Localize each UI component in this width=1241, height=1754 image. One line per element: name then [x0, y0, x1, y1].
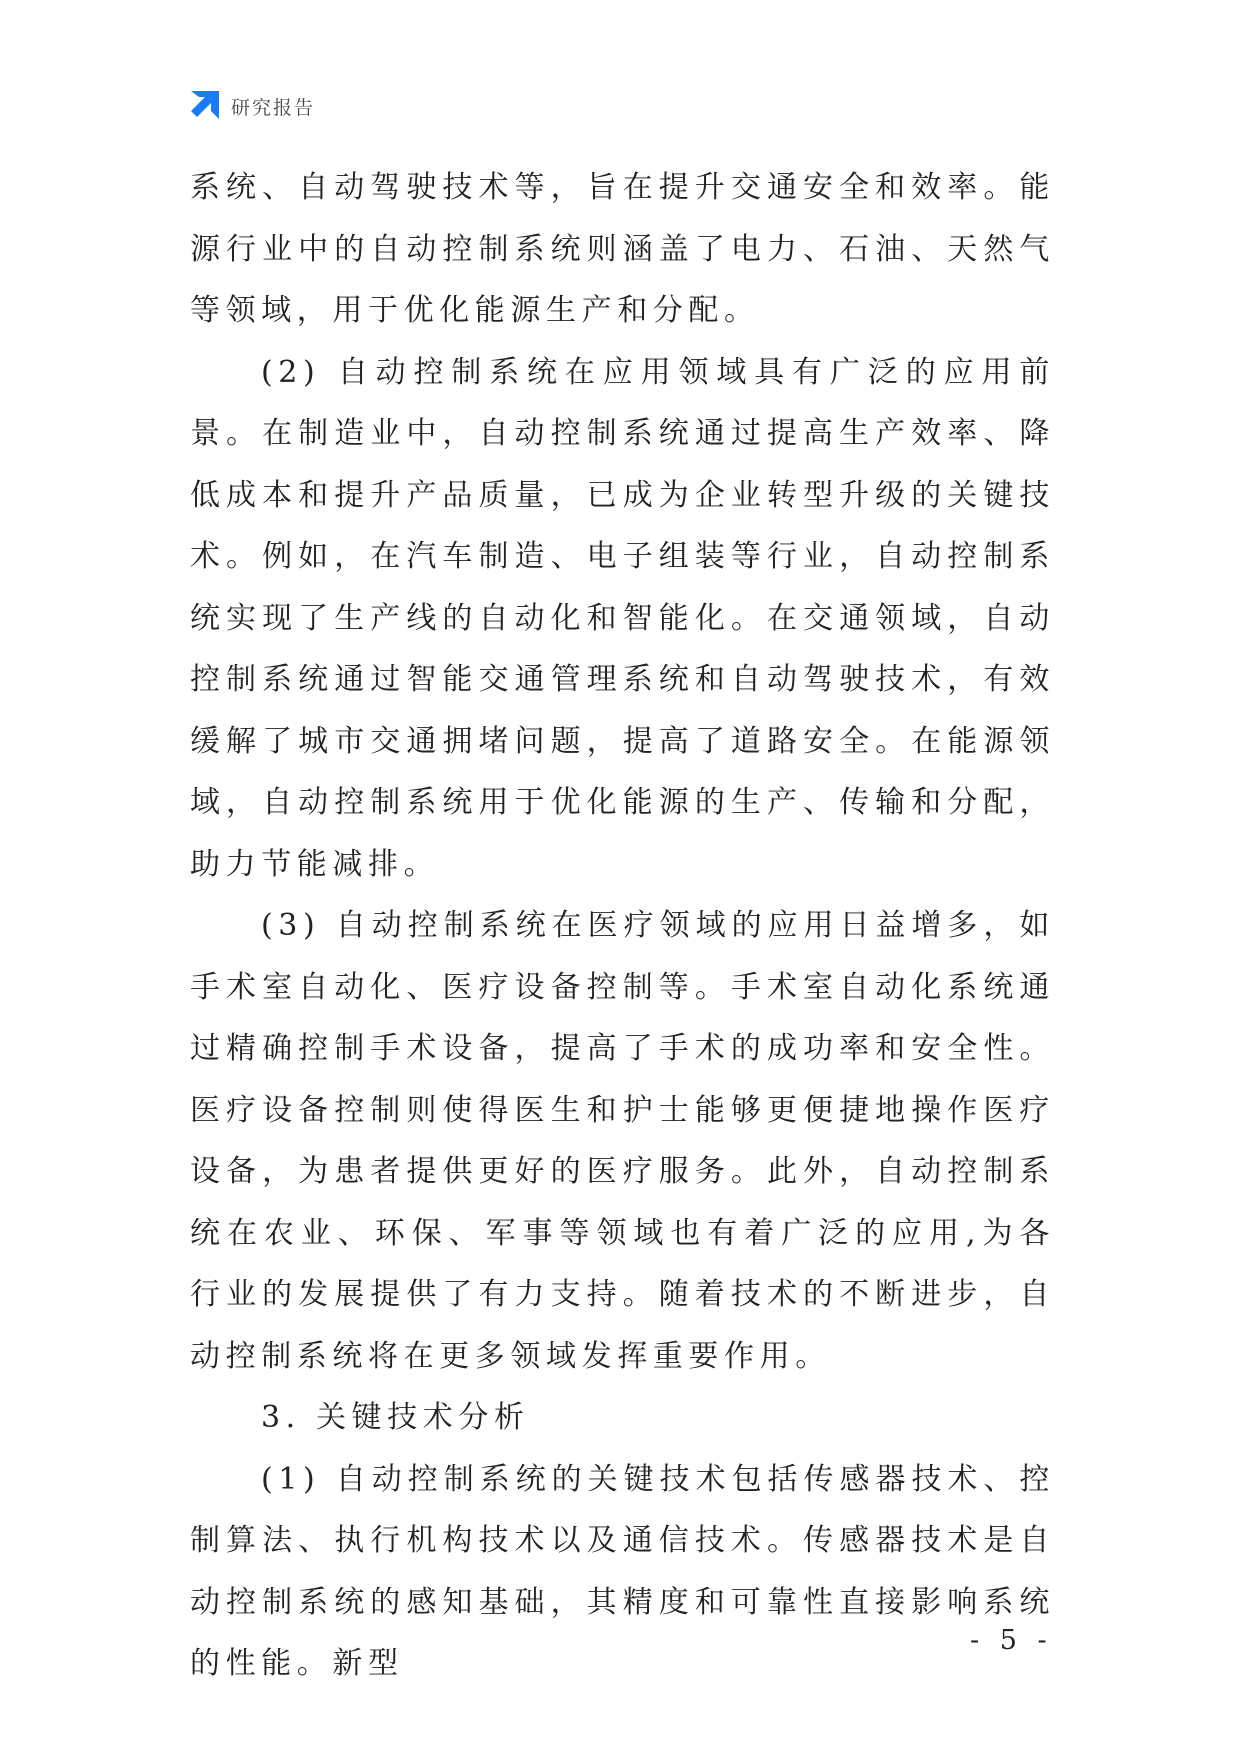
paragraph-key-tech-1: (1) 自动控制系统的关键技术包括传感器技术、控制算法、执行机构技术以及通信技术。传感器技术是自动控制系统的感知基础，其精度和可靠性直接影响系统的性能。新型 [190, 1461, 1055, 1681]
page-number: - 5 - [970, 1625, 1053, 1656]
arrow-up-right-icon [187, 89, 221, 123]
section-heading: 3. 关键技术分析 [261, 1400, 530, 1435]
header-title: 研究报告 [231, 96, 316, 119]
paragraph-continuation: 系统、自动驾驶技术等，旨在提升交通安全和效率。能源行业中的自动控制系统则涵盖了电力、石油、天然气等领域，用于优化能源生产和分配。 [190, 170, 1055, 328]
page-header [187, 88, 315, 124]
paragraph-3: (3) 自动控制系统在医疗领域的应用日益增多，如手术室自动化、医疗设备控制等。手术室自动化系统通过精确控制手术设备，提高了手术的成功率和安全性。医疗设备控制则使得医生和护士能够更便捷地操作医疗设备，为患者提供更好的医疗服务。此外，自动控制系统在农业、环保、军事等领域也有着广泛的应用,为各行业的发展提供了有力支持。随着技术的不断进步，自动控制系统将在更多领域发挥重要作用。 [190, 908, 1055, 1374]
paragraph-2: (2) 自动控制系统在应用领域具有广泛的应用前景。在制造业中，自动控制系统通过提高生产效率、降低成本和提升产品质量，已成为企业转型升级的关键技术。例如，在汽车制造、电子组装等行业，自动控制系统实现了生产线的自动化和智能化。在交通领域，自动控制系统通过智能交通管理系统和自动驾驶技术，有效缓解了城市交通拥堵问题，提高了道路安全。在能源领域，自动控制系统用于优化能源的生产、传输和分配，助力节能减排。 [190, 354, 1055, 882]
document-body [190, 157, 1055, 1695]
